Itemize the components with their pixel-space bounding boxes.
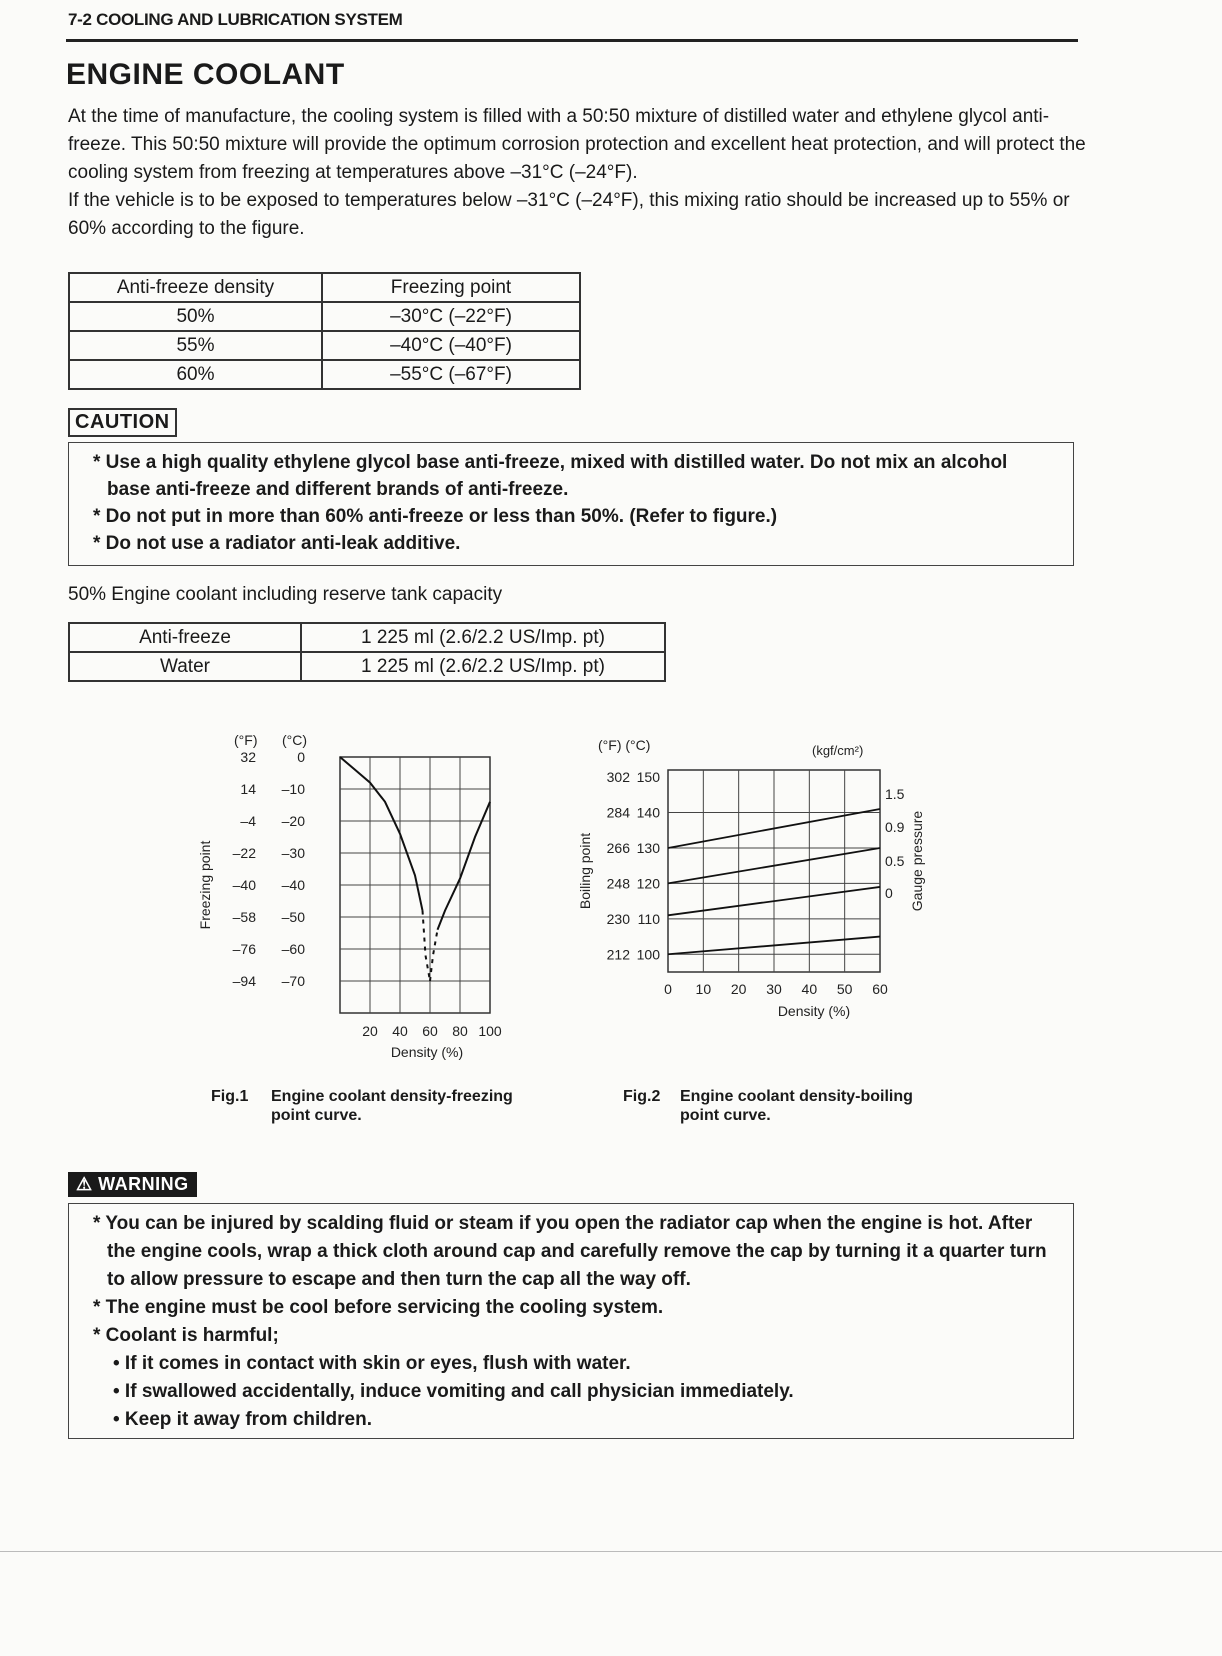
y-tick-label-f: –76 [232, 941, 256, 957]
freezing-point-table [68, 272, 581, 390]
curve-segment [340, 757, 423, 911]
y-tick-label-c: –50 [281, 909, 305, 925]
scan-edge-line [0, 1551, 1222, 1552]
y-tick-label-c: 0 [297, 749, 305, 765]
y-tick-label-c: 140 [636, 804, 660, 821]
table-cell: Water [69, 652, 301, 681]
x-tick-label: 20 [730, 981, 747, 997]
table-row [69, 360, 580, 389]
y-tick-label-c: –70 [281, 973, 305, 989]
caution-item: * Use a high quality ethylene glycol base anti-freeze, mixed with distilled water. Do not mix an alcohol base anti-freeze and different brands of anti-freeze. [93, 452, 1008, 500]
pressure-tick-label: 0.9 [885, 819, 905, 835]
intro-paragraph-2: If the vehicle is to be exposed to temperatures below –31°C (–24°F), this mixing ratio should be increased up to 55% or 60% according to the figure. [68, 190, 1070, 239]
table-cell: 1 225 ml (2.6/2.2 US/Imp. pt) [301, 623, 665, 652]
warning-bullet: • If swallowed accidentally, induce vomiting and call physician immediately. [113, 1381, 794, 1402]
table-cell: –55°C (–67°F) [322, 360, 580, 389]
y-tick-label-c: –40 [281, 877, 305, 893]
y-tick-label-f: –94 [232, 973, 256, 989]
table-header-cell: Freezing point [322, 273, 580, 302]
intro-paragraph-1: At the time of manufacture, the cooling system is filled with a 50:50 mixture of distilled water and ethylene glycol anti-freeze. This 50:50 mixture will provide the optimum corrosion protection and excellent heat protection, and will protect the cooling system from freezing at temperatures above –31°C (–24°F). [68, 106, 1086, 183]
header-rule [66, 39, 1078, 42]
intro-text [68, 103, 1088, 243]
table-row [69, 331, 580, 360]
warning-bullet: • If it comes in contact with skin or eyes, flush with water. [113, 1353, 631, 1374]
warning-item: * You can be injured by scalding fluid or steam if you open the radiator cap when the engine is hot. After the engine cools, wrap a thick cloth around cap and carefully remove the cap by turning it a quarter turn to allow pressure to escape and then turn the cap all the way off. [93, 1213, 1047, 1290]
y-tick-label-c: –30 [281, 845, 305, 861]
y-tick-label-f: 32 [240, 749, 256, 765]
x-tick-label: 30 [766, 981, 782, 997]
fig1-caption-line-2: point curve. [271, 1107, 362, 1124]
x-tick-label: 20 [362, 1023, 378, 1039]
y-tick-label-f: 230 [606, 910, 630, 927]
fig1-caption-line-1: Engine coolant density-freezing [271, 1088, 513, 1105]
freezing-point-chart [190, 712, 550, 1072]
pressure-tick-label: 0 [885, 885, 893, 901]
caution-box [68, 442, 1074, 566]
section-title: ENGINE COOLANT [66, 58, 345, 91]
x-tick-label: 50 [836, 981, 853, 997]
fig2-caption-line-2: point curve. [680, 1107, 771, 1124]
table-cell: 55% [69, 331, 322, 360]
y-tick-label-c: –60 [281, 941, 305, 957]
warning-label: ⚠ WARNING [68, 1172, 197, 1197]
x-tick-label: 60 [422, 1023, 438, 1039]
unit-label: (°F) (°C) [598, 737, 651, 753]
page-header: 7-2 COOLING AND LUBRICATION SYSTEM [68, 10, 403, 29]
y-tick-label-c: 100 [636, 946, 660, 963]
y-tick-label-f: 266 [606, 839, 630, 856]
y-axis-label: Boiling point [577, 832, 593, 910]
warning-box [68, 1203, 1074, 1439]
boiling-point-chart [577, 737, 980, 1070]
y-tick-label-f: 14 [240, 781, 256, 797]
table-header-row [69, 273, 580, 302]
y-tick-label-f: –58 [232, 909, 256, 925]
y-tick-label-f: –40 [232, 877, 256, 893]
caution-item: * Do not use a radiator anti-leak additive. [93, 533, 461, 554]
y-tick-label-c: –10 [281, 781, 305, 797]
y-tick-label-c: 120 [636, 875, 660, 892]
curve-dashed-segment [430, 930, 438, 981]
x-axis-label: Density (%) [777, 1003, 851, 1019]
x-axis-label: Density (%) [390, 1044, 464, 1060]
y-tick-label-c: 150 [636, 769, 660, 786]
x-tick-label: 60 [872, 981, 888, 997]
x-tick-label: 40 [392, 1023, 408, 1039]
y-axis-label: Freezing point [197, 840, 213, 930]
y-tick-label-c: 130 [636, 839, 660, 856]
y-tick-label-f: 248 [606, 875, 630, 892]
x-tick-label: 40 [801, 981, 818, 997]
table-header-cell: Anti-freeze density [69, 273, 322, 302]
table-cell: 60% [69, 360, 322, 389]
fig1-label: Fig.1 [211, 1088, 249, 1105]
unit-label: (°F) [234, 732, 258, 748]
y-tick-label-f: 212 [606, 946, 630, 963]
curve-dashed-segment [423, 911, 431, 981]
y-tick-label-f: –4 [240, 813, 256, 829]
y-tick-label-f: 284 [606, 804, 630, 821]
table-cell: 50% [69, 302, 322, 331]
y2-axis-label: Gauge pressure [909, 810, 925, 912]
caution-item: * Do not put in more than 60% anti-freeze or less than 50%. (Refer to figure.) [93, 506, 778, 527]
x-tick-label: 80 [452, 1023, 468, 1039]
y-tick-label-c: 110 [637, 910, 660, 927]
x-tick-label: 100 [478, 1023, 502, 1039]
capacity-caption: 50% Engine coolant including reserve tank capacity [68, 584, 503, 605]
warning-item: * The engine must be cool before servicing the cooling system. [93, 1297, 664, 1318]
table-cell: –30°C (–22°F) [322, 302, 580, 331]
table-row [69, 623, 665, 652]
caution-label: CAUTION [68, 408, 177, 437]
y-tick-label-f: 302 [606, 769, 630, 786]
fig2-caption-line-1: Engine coolant density-boiling [680, 1088, 913, 1105]
capacity-table [68, 622, 666, 682]
y-tick-label-c: –20 [281, 813, 305, 829]
x-tick-label: 10 [695, 981, 712, 997]
table-cell: 1 225 ml (2.6/2.2 US/Imp. pt) [301, 652, 665, 681]
warning-item: * Coolant is harmful; [93, 1325, 279, 1346]
table-cell: –40°C (–40°F) [322, 331, 580, 360]
pressure-tick-label: 0.5 [885, 853, 905, 869]
unit-label: (°C) [282, 732, 308, 748]
fig2-label: Fig.2 [623, 1088, 661, 1105]
y-tick-label-f: –22 [232, 845, 256, 861]
warning-bullet: • Keep it away from children. [113, 1409, 372, 1430]
pressure-tick-label: 1.5 [885, 786, 905, 802]
unit-label: (kgf/cm²) [812, 743, 864, 758]
table-row [69, 302, 580, 331]
x-tick-label: 0 [664, 981, 672, 997]
table-row [69, 652, 665, 681]
table-cell: Anti-freeze [69, 623, 301, 652]
